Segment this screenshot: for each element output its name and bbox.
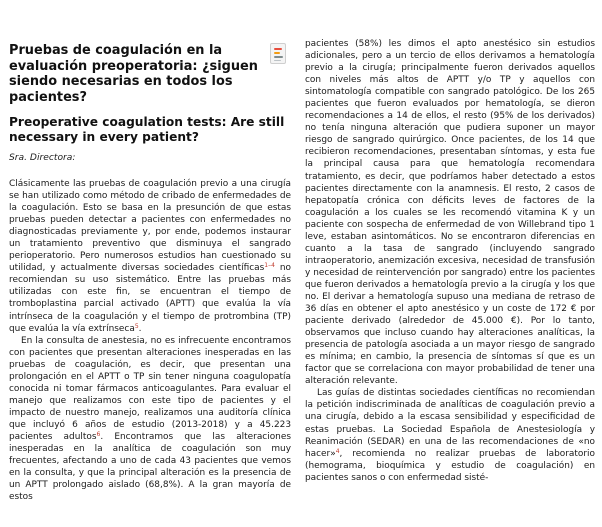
paragraph-text: Clásicamente las pruebas de coagulación previo a una cirugía se han utilizado como método de cribado de enfermedades de la coagulación. Esto se basa en la presunción de que estas pruebas pueden detectar a pacientes con enfermedades no diagnosticadas previamente y, por ende, podemos instaurar un tratamiento preventivo que disminuya el sangrado perioperatorio. Pero numerosos estudios han cuestionado su utilidad, y actualmente diversas sociedades científicas: [9, 179, 291, 274]
paragraph-text: no recomiendan su uso sistemático. Entre las pruebas más utilizadas con este fin, se encuentran el tiempo de tromboplastina parcial activado (APTT) que evalúa la vía intrínseca de la coagulación y el tiempo de protrombina (TP) que evalúa la vía extrínseca: [9, 263, 291, 334]
paragraph-text: , recomienda no realizar pruebas de laboratorio (hemograma, bioquímica y estudio de coagulación) en pacientes sanos o con enfermedad sisté-: [305, 448, 595, 483]
paragraph-text: pacientes (58%) les dimos el apto anestésico sin estudios adicionales, pero a un tercio de ellos derivamos a hematología previo a la cirugía; principalmente fueron derivados aquellos con niveles más altos de APTT y/o TP y aquellos con sintomatología compatible con sangrado patológico. De los 265 pacientes que fueron evaluados por hematología, se dieron recomendaciones a 14 de ellos, el resto (95% de los derivados) no tenía ninguna alteración que pudiera suponer un mayor riesgo de sangrado quirúrgico. Once pacientes, de los 14 que recibieron recomendaciones, presentaban síntomas, y esta fue la principal causa para que hematología recomendara tratamiento, es decir, que podríamos haber detectado a estos pacientes directamente con la anamnesis. El resto, 2 casos de hepatopatía crónica con déficits leves de factores de la coagulación a los cuales se les recomendó vitamina K y un paciente con sospecha de enfermedad de von Willebrand tipo 1 leve, estaban asintomáticos. No se encontraron diferencias en cuanto a la tasa de sangrado (incluyendo sangrado intraoperatorio, anemización excesiva, necesidad de transfusión y necesidad de reintervención por sangrado) entre los pacientes que fueron derivados a hematología previo a la cirugía y los que no. El derivar a hematología supuso una mediana de retraso de 36 días en obtener el apto anestésico y un coste de 172 € por paciente derivado (alrededor de 45.000 €). Por lo tanto, observamos que incluso cuando hay alteraciones analíticas, la presencia de patología asociada a un mayor riesgo de sangrado es mínima; en cambio, la presencia de síntomas sí que es un factor que se correlaciona con mayor probabilidad de tener una alteración relevante.: [305, 39, 595, 387]
left-column: [9, 178, 291, 503]
paragraph-text: En la consulta de anestesia, no es infrecuente encontramos con pacientes que presentan alteraciones inesperadas en las pruebas de coagulación, es decir, que presentan una prolongación en el APTT o TP sin tener ninguna coagulopatía conocida ni tomar fármacos anticoagulantes. Para evaluar el manejo que realizamos con este tipo de pacientes y el impacto de nuestro manejo, realizamos una auditoría clínica que incluyó 6 años de estudio (2013-2018) y a 45.223 pacientes adultos: [9, 335, 291, 442]
paragraph-text: . Encontramos que las alteraciones inesperadas en la analítica de coagulación son muy frecuentes, afectando a uno de cada 43 pacientes que vemos en la consulta, y que la principal alteración es la presencia de un APTT prolongado aislado (68,8%). A la gran mayoría de estos: [9, 431, 291, 503]
paragraph: [305, 38, 595, 387]
right-column: [305, 38, 595, 484]
article-title-english: Preoperative coagulation tests: Are still necessary in every patient?: [9, 115, 285, 144]
reference-superscript[interactable]: 6: [96, 430, 101, 438]
reference-superscript[interactable]: 5: [134, 322, 139, 330]
paragraph: [305, 387, 595, 483]
reference-superscript[interactable]: 4: [335, 447, 340, 455]
article-title-spanish: Pruebas de coagulación en la evaluación preoperatoria: ¿siguen siendo necesarias en todos los pacientes?: [9, 43, 258, 105]
reference-superscript[interactable]: 1–4: [264, 262, 275, 270]
paragraph-text: .: [138, 323, 142, 334]
salutation: Sra. Directora:: [9, 153, 76, 163]
paragraph-text: Las guías de distintas sociedades científicas no recomiendan la petición indiscriminada de analíticas de coagulación previo a una cirugía, debido a la escasa sensibilidad y especificidad de estas pruebas. La Sociedad Española de Anestesiología y Reanimación (SEDAR) en una de las recomendaciones de «no hacer»: [305, 388, 595, 459]
paragraph: [9, 335, 291, 504]
paragraph: [9, 178, 291, 335]
check-for-updates-icon[interactable]: [270, 43, 286, 64]
